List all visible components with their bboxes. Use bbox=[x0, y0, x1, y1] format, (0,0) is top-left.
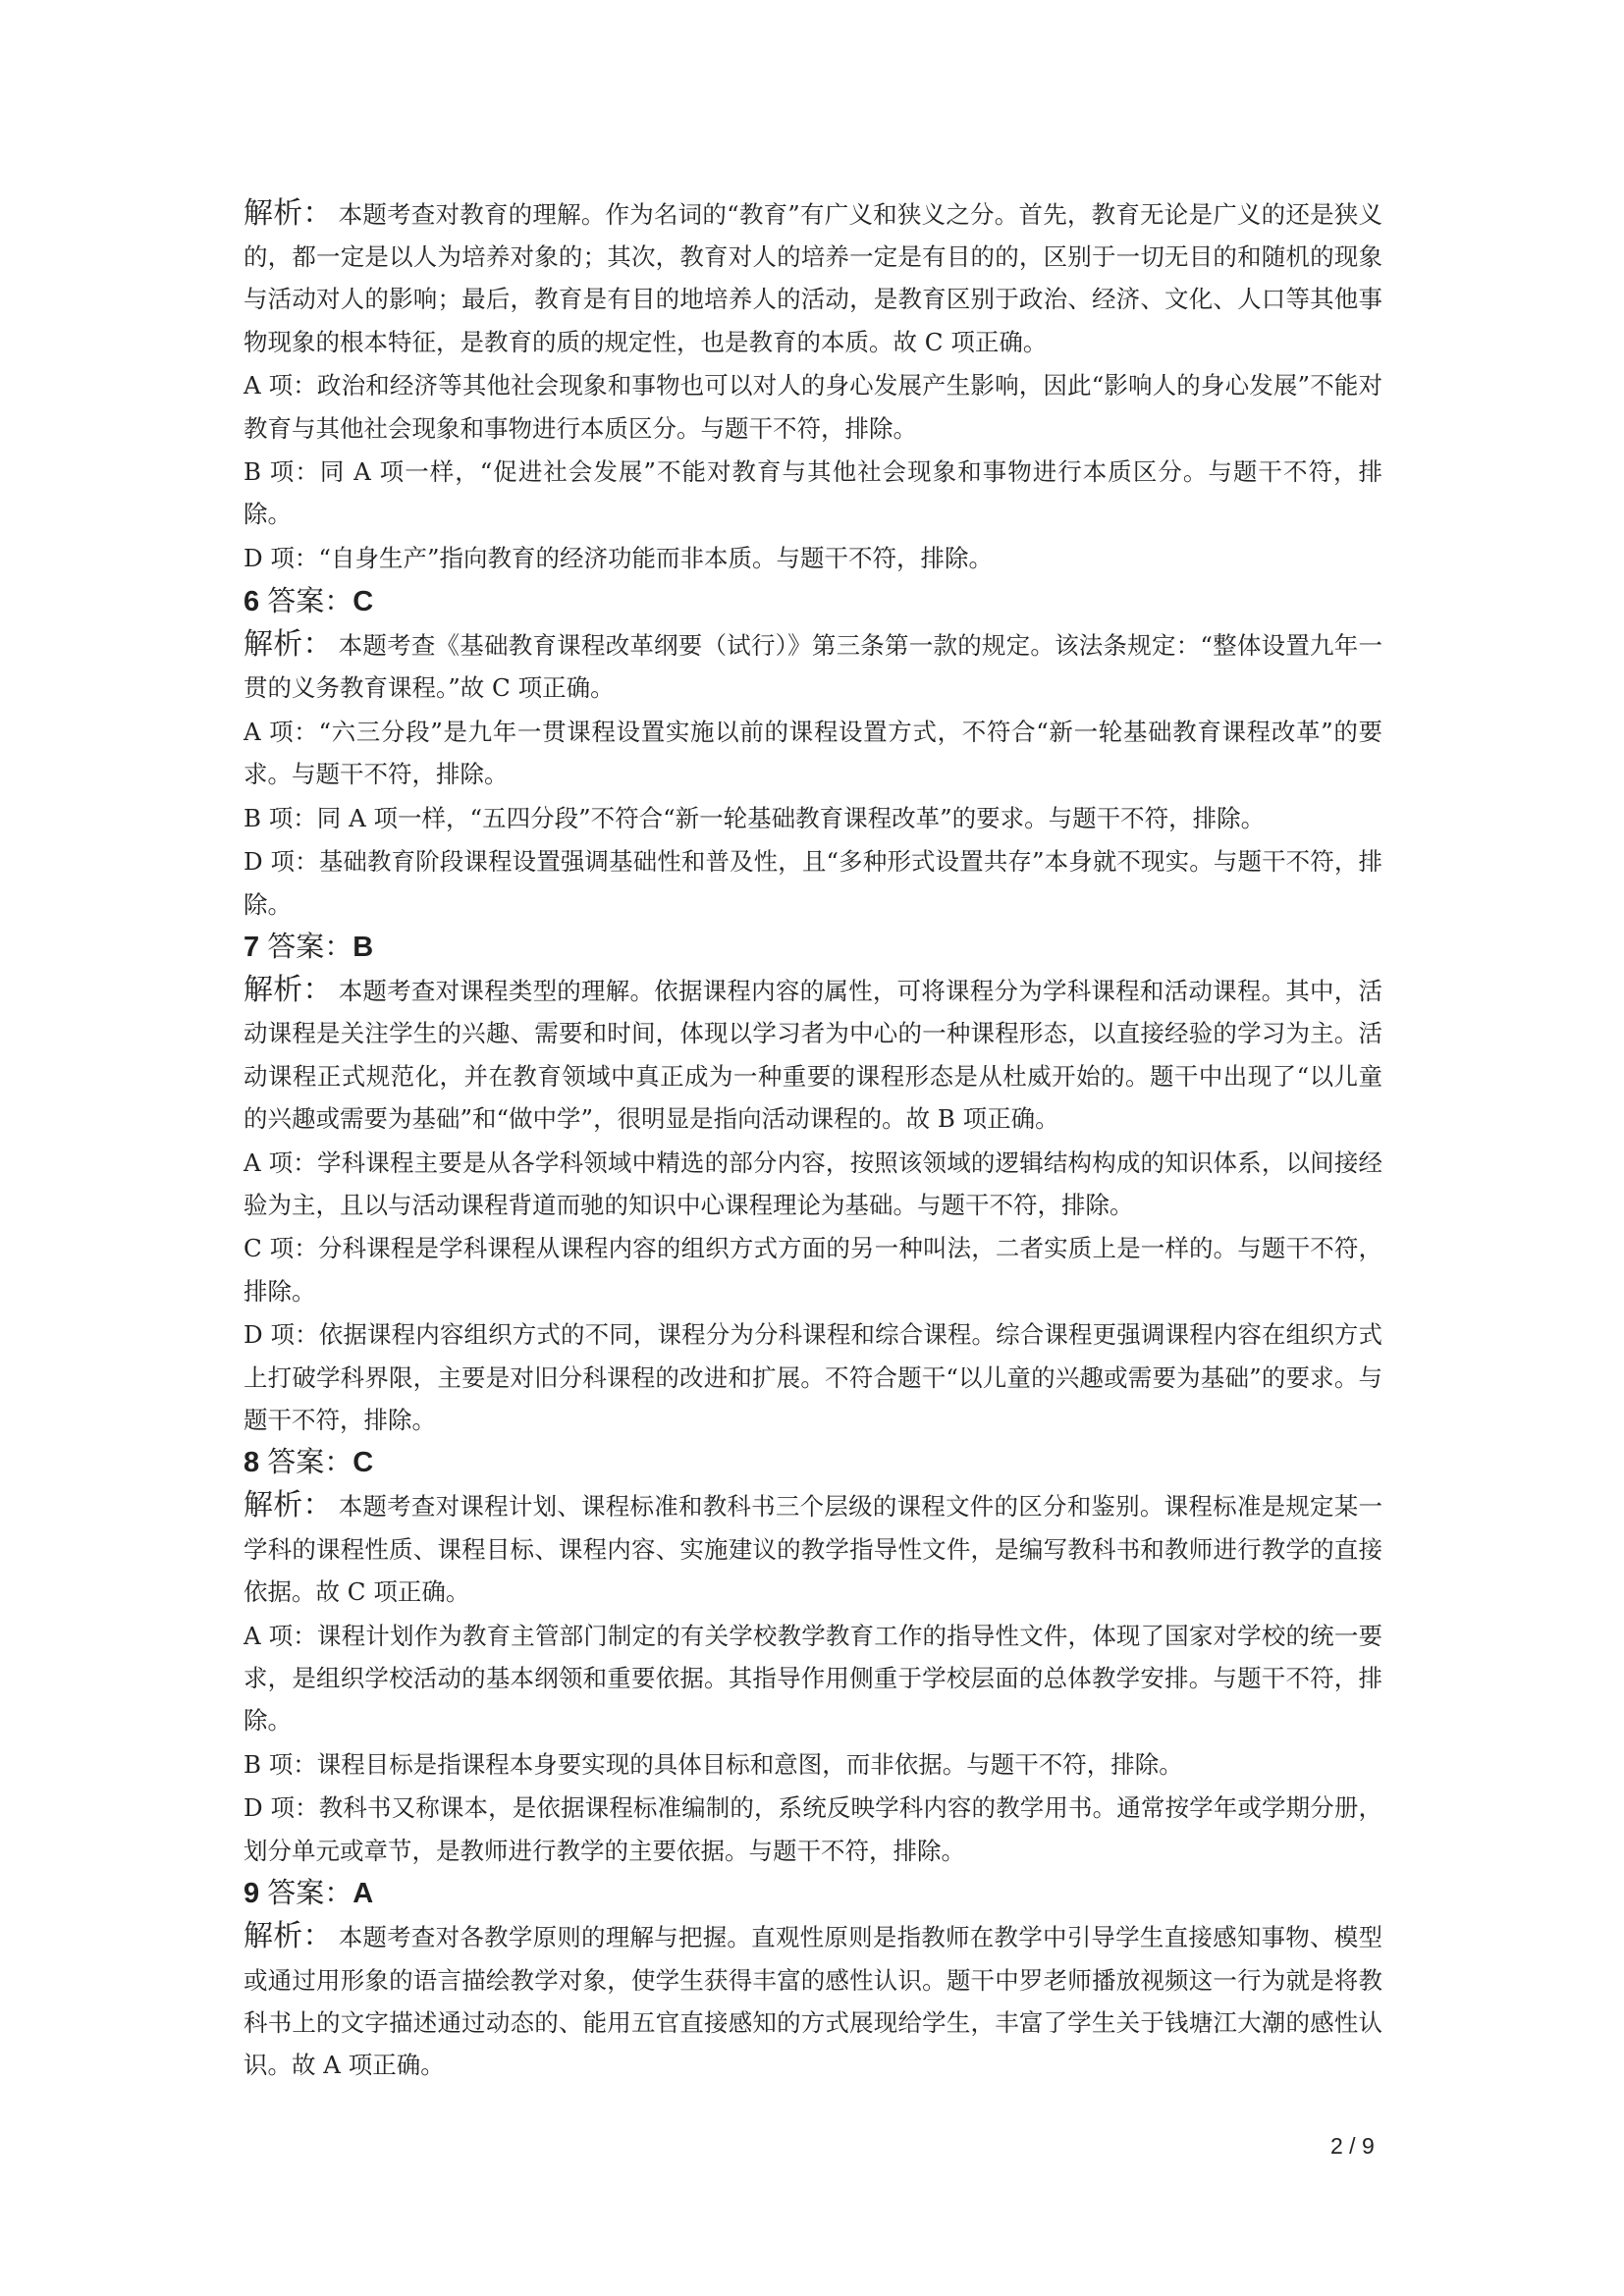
option-explanation bbox=[244, 797, 1382, 839]
document-body bbox=[244, 192, 1382, 2088]
analysis-paragraph bbox=[244, 623, 1382, 709]
answer-label: 答案： bbox=[267, 1447, 353, 1479]
analysis-text: 本题考查《基础教育课程改革纲要（试行）》第三条第一款的规定。该法条规定：“整体设置九年一贯的义务教育课程。”故 C 项正确。 bbox=[244, 630, 1382, 703]
option-explanation bbox=[244, 1743, 1382, 1786]
answer-heading bbox=[244, 1872, 1382, 1915]
analysis-paragraph bbox=[244, 969, 1382, 1140]
option-text: B 项：同 A 项一样，“促进社会发展”不能对教育与其他社会现象和事物进行本质区分。与题干不符，排除。 bbox=[244, 457, 1382, 529]
analysis-label: 解析： bbox=[244, 196, 333, 231]
answer-value: A bbox=[352, 1878, 374, 1910]
option-explanation bbox=[244, 711, 1382, 795]
option-explanation bbox=[244, 451, 1382, 535]
question-number: 7 bbox=[244, 932, 260, 964]
answer-value: C bbox=[352, 585, 374, 617]
answer-heading bbox=[244, 580, 1382, 623]
answer-heading bbox=[244, 926, 1382, 969]
answer-label: 答案： bbox=[267, 1878, 353, 1910]
option-text: B 项：同 A 项一样，“五四分段”不符合“新一轮基础教育课程改革”的要求。与题干不符，排除。 bbox=[244, 803, 1266, 832]
option-explanation bbox=[244, 1142, 1382, 1226]
analysis-text: 本题考查对课程类型的理解。依据课程内容的属性，可将课程分为学科课程和活动课程。其中，活动课程是关注学生的兴趣、需要和时间，体现以学习者为中心的一种课程形态，以直接经验的学习为主。活动课程正式规范化，并在教育领域中真正成为一种重要的课程形态是从杜威开始的。题干中出现了“以儿童的兴趣或需要为基础”和“做中学”，很明显是指向活动课程的。故 B 项正确。 bbox=[244, 977, 1382, 1133]
analysis-text: 本题考查对课程计划、课程标准和教科书三个层级的课程文件的区分和鉴别。课程标准是规定某一学科的课程性质、课程目标、课程内容、实施建议的教学指导性文件，是编写教科书和教师进行教学的直接依据。故 C 项正确。 bbox=[244, 1492, 1382, 1606]
option-explanation bbox=[244, 1313, 1382, 1441]
analysis-paragraph bbox=[244, 1915, 1382, 2086]
analysis-paragraph bbox=[244, 1484, 1382, 1613]
option-explanation bbox=[244, 364, 1382, 449]
question-number: 8 bbox=[244, 1447, 260, 1479]
option-text: C 项：分科课程是学科课程从课程内容的组织方式方面的另一种叫法，二者实质上是一样的。与题干不符，排除。 bbox=[244, 1234, 1382, 1306]
analysis-label: 解析： bbox=[244, 626, 333, 662]
question-number: 6 bbox=[244, 585, 260, 617]
option-explanation bbox=[244, 537, 1382, 579]
option-text: A 项：课程计划作为教育主管部门制定的有关学校教学教育工作的指导性文件，体现了国家对学校的统一要求，是组织学校活动的基本纲领和重要依据。其指导作用侧重于学校层面的总体教学安排。与题干不符，排除。 bbox=[244, 1621, 1382, 1735]
page-number: 2 / 9 bbox=[1330, 2133, 1375, 2159]
analysis-label: 解析： bbox=[244, 973, 333, 1008]
option-text: B 项：课程目标是指课程本身要实现的具体目标和意图，而非依据。与题干不符，排除。 bbox=[244, 1749, 1183, 1779]
analysis-text: 本题考查对教育的理解。作为名词的“教育”有广义和狭义之分。首先，教育无论是广义的还是狭义的，都一定是以人为培养对象的；其次，教育对人的培养一定是有目的的，区别于一切无目的和随机的现象与活动对人的影响；最后，教育是有目的地培养人的活动，是教育区别于政治、经济、文化、人口等其他事物现象的根本特征，是教育的质的规定性，也是教育的本质。故 C 项正确。 bbox=[244, 200, 1383, 356]
option-text: D 项：教科书又称课本，是依据课程标准编制的，系统反映学科内容的教学用书。通常按学年或学期分册，划分单元或章节，是教师进行教学的主要依据。与题干不符，排除。 bbox=[244, 1793, 1382, 1865]
option-text: A 项：“六三分段”是九年一贯课程设置实施以前的课程设置方式，不符合“新一轮基础教育课程改革”的要求。与题干不符，排除。 bbox=[244, 717, 1382, 788]
answer-label: 答案： bbox=[267, 585, 353, 617]
option-text: A 项：政治和经济等其他社会现象和事物也可以对人的身心发展产生影响，因此“影响人的身心发展”不能对教育与其他社会现象和事物进行本质区分。与题干不符，排除。 bbox=[244, 371, 1382, 443]
answer-value: C bbox=[352, 1447, 374, 1479]
answer-value: B bbox=[352, 932, 374, 964]
answer-label: 答案： bbox=[267, 932, 353, 964]
option-text: D 项：基础教育阶段课程设置强调基础性和普及性，且“多种形式设置共存”本身就不现实。与题干不符，排除。 bbox=[244, 847, 1382, 919]
option-explanation bbox=[244, 1787, 1382, 1871]
option-explanation bbox=[244, 1615, 1382, 1742]
analysis-label: 解析： bbox=[244, 1919, 333, 1954]
question-number: 9 bbox=[244, 1878, 260, 1910]
option-explanation bbox=[244, 840, 1382, 925]
analysis-label: 解析： bbox=[244, 1488, 333, 1523]
answer-heading bbox=[244, 1441, 1382, 1484]
option-text: D 项：“自身生产”指向教育的经济功能而非本质。与题干不符，排除。 bbox=[244, 544, 993, 573]
analysis-text: 本题考查对各教学原则的理解与把握。直观性原则是指教师在教学中引导学生直接感知事物、模型或通过用形象的语言描绘教学对象，使学生获得丰富的感性认识。题干中罗老师播放视频这一行为就是将教科书上的文字描述通过动态的、能用五官直接感知的方式展现给学生，丰富了学生关于钱塘江大潮的感性认识。故 A 项正确。 bbox=[244, 1923, 1382, 2079]
option-text: A 项：学科课程主要是从各学科领域中精选的部分内容，按照该领域的逻辑结构构成的知识体系，以间接经验为主，且以与活动课程背道而驰的知识中心课程理论为基础。与题干不符，排除。 bbox=[244, 1148, 1382, 1219]
option-text: D 项：依据课程内容组织方式的不同，课程分为分科课程和综合课程。综合课程更强调课程内容在组织方式上打破学科界限，主要是对旧分科课程的改进和扩展。不符合题干“以儿童的兴趣或需要为基础”的要求。与题干不符，排除。 bbox=[244, 1320, 1382, 1434]
option-explanation bbox=[244, 1227, 1382, 1311]
analysis-paragraph bbox=[244, 192, 1382, 363]
